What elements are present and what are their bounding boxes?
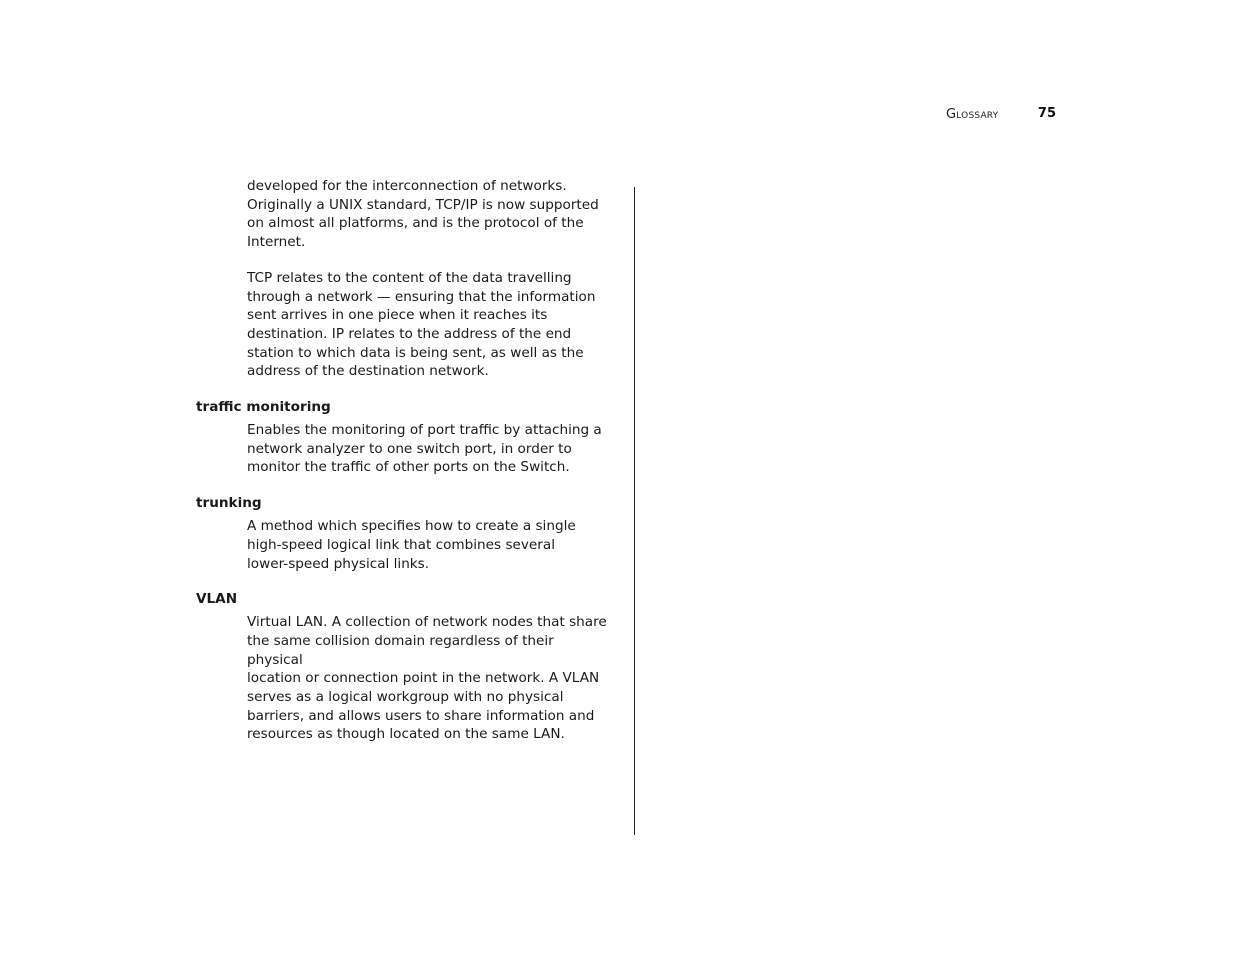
text-line: on almost all platforms, and is the protocol of the [247,215,584,232]
glossary-definition [247,517,607,573]
text-line: through a network — ensuring that the information [247,288,596,305]
text-line: TCP relates to the content of the data travelling [247,269,572,286]
section-title: Glossary [946,107,999,122]
continuation-paragraph-2 [247,269,607,381]
text-line: location or connection point in the network. A VLAN [247,670,600,687]
text-line: barriers, and allows users to share information and [247,707,595,724]
glossary-definition [247,421,607,477]
text-line: sent arrives in one piece when it reaches its [247,307,548,324]
continuation-paragraph-1 [247,177,607,252]
glossary-term: traffic monitoring [196,399,331,416]
glossary-term: trunking [196,495,262,512]
running-header [946,106,1056,124]
text-line: resources as though located on the same LAN. [247,726,565,743]
text-line: Virtual LAN. A collection of network nodes that share [247,614,607,631]
text-line: A method which specifies how to create a single [247,518,576,535]
text-line: developed for the interconnection of networks. [247,178,567,194]
text-line: Originally a UNIX standard, TCP/IP is now supported [247,196,599,213]
text-line: station to which data is being sent, as well as the [247,344,584,361]
text-line: monitor the traffic of other ports on the Switch. [247,459,570,476]
page-number: 75 [1037,106,1056,121]
glossary-column [196,177,606,744]
glossary-term: VLAN [196,591,238,608]
text-line: Internet. [247,234,306,251]
text-line: lower-speed physical links. [247,555,430,572]
text-line: serves as a logical workgroup with no physical [247,689,564,706]
text-line: Enables the monitoring of port traffic by attaching a [247,422,602,439]
text-line: the same collision domain regardless of their physical [247,632,554,668]
text-line: destination. IP relates to the address of the end [247,325,572,342]
text-line: high-speed logical link that combines several [247,536,555,553]
glossary-definition [247,613,607,744]
text-line: network analyzer to one switch port, in order to [247,440,572,457]
column-divider [634,187,635,835]
text-line: address of the destination network. [247,363,489,380]
